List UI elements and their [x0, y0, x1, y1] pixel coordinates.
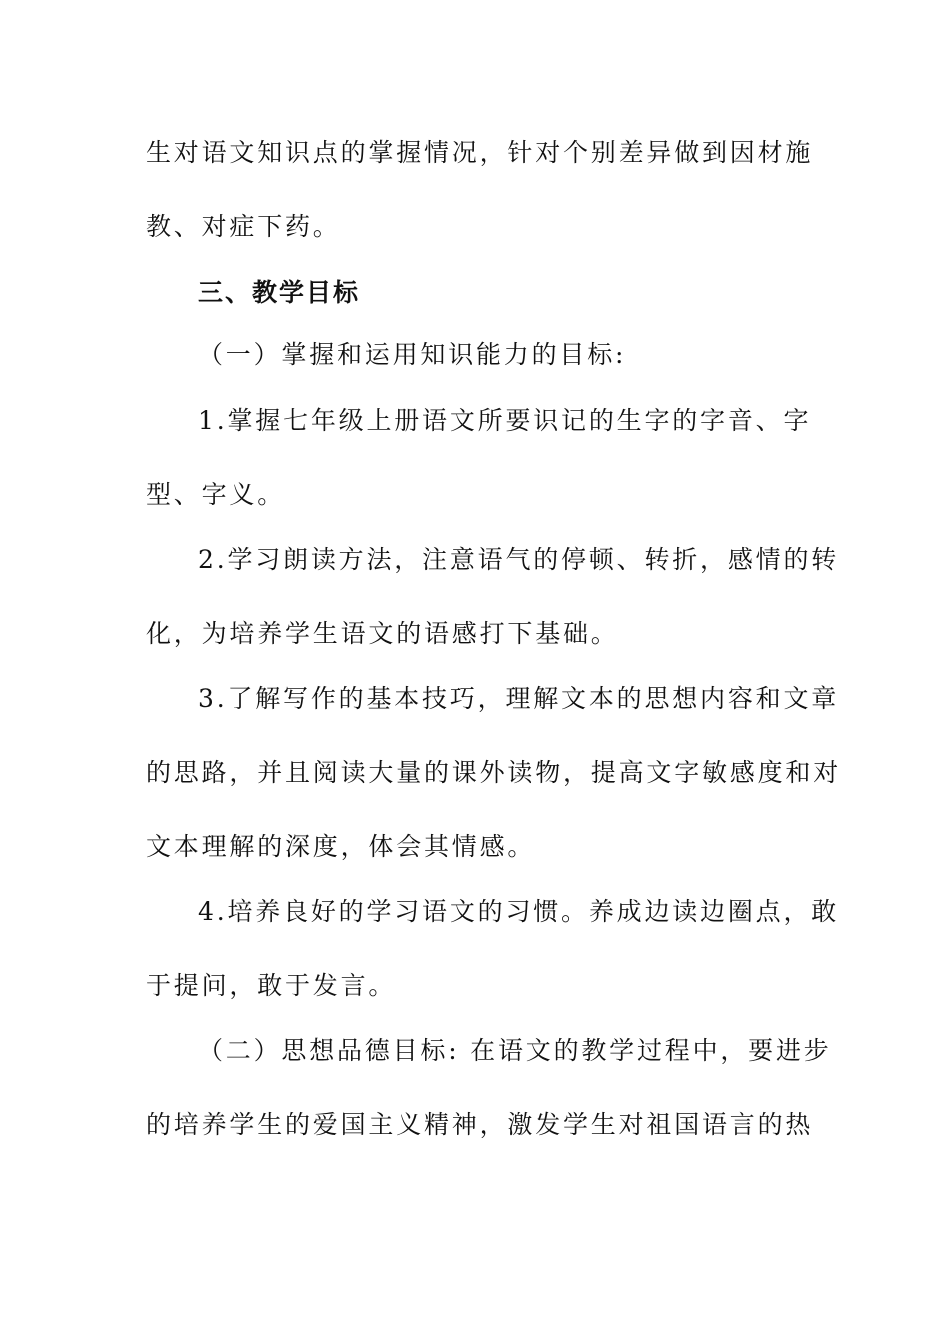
- list-item-text: 3.了解写作的基本技巧，理解文本的思想内容和文章: [198, 684, 840, 713]
- body-text-line: 的培养学生的爱国主义精神，激发学生对祖国语言的热: [146, 1110, 814, 1139]
- subsection-heading: （二）思想品德目标: 在语文的教学过程中，要进步: [198, 1036, 832, 1065]
- subsection-heading: （一）掌握和运用知识能力的目标:: [198, 340, 627, 369]
- list-item-text: 1.掌握七年级上册语文所要识记的生字的字音、字: [198, 406, 812, 435]
- list-item-text: 4.培养良好的学习语文的习惯。养成边读边圈点，敢: [198, 897, 840, 926]
- body-text-line: 于提问，敢于发言。: [146, 971, 397, 1000]
- body-text-line: 文本理解的深度，体会其情感。: [146, 832, 536, 861]
- list-item-text: 2.学习朗读方法，注意语气的停顿、转折，感情的转: [198, 545, 840, 574]
- body-text-line: 型、字义。: [146, 480, 286, 509]
- section-heading: 三、教学目标: [198, 278, 361, 307]
- body-text-line: 的思路，并且阅读大量的课外读物，提高文字敏感度和对: [146, 758, 842, 787]
- body-text-line: 生对语文知识点的掌握情况，针对个别差异做到因材施: [146, 138, 814, 167]
- body-text-line: 化，为培养学生语文的语感打下基础。: [146, 619, 619, 648]
- body-text-line: 教、对症下药。: [146, 212, 341, 241]
